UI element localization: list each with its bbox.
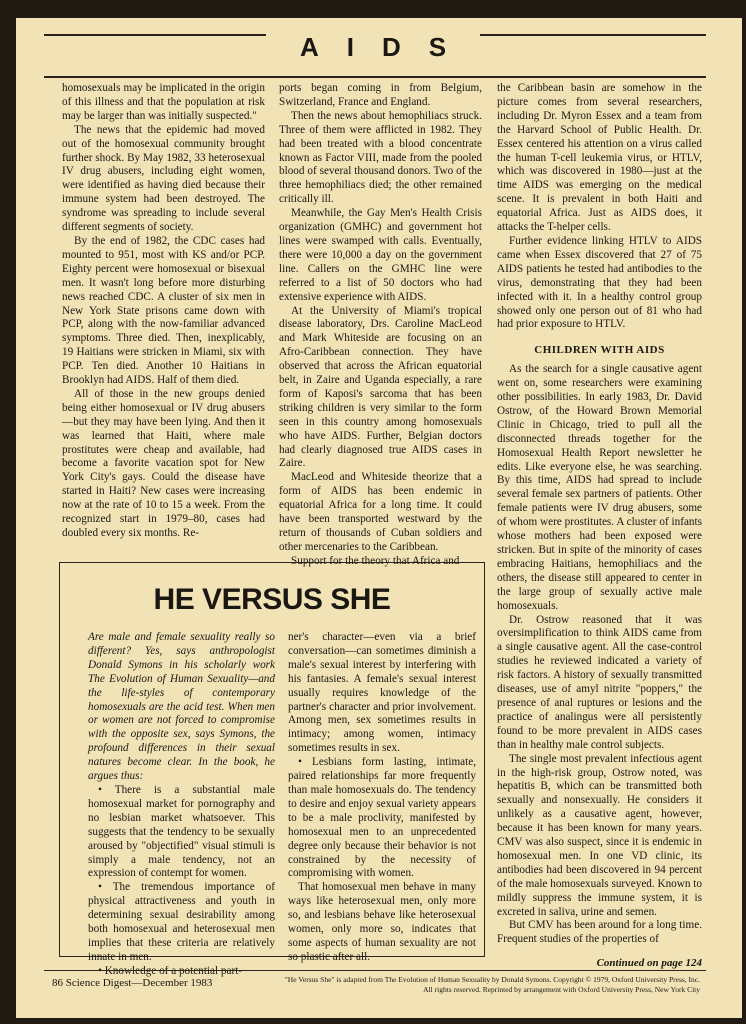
paragraph: The single most prevalent infectious agent in the high-risk group, Ostrow noted, was hepatitis B, which can be transmitted both sexually and nonsexually. He considers it unlikely as a causative agent, however, because it has been known for many years. CMV was also suspect, since it is endemic in homosexual men. In one VD clinic, its antibodies had been discovered in 94 percent of the male homosexuals surveyed. Known to mildly suppress the immune system, it is excreted in saliva, urine and semen. [497, 752, 702, 918]
article-column-2 [279, 82, 482, 569]
paragraph: All of those in the new groups denied being either homosexual or IV drug abusers—but they may have been lying. And then it was learned that Haiti, where male prostitutes were cheap and available, had become a favorite vacation spot for New York City's gays. Could the disease have started in Haiti? New cases were increasing now at the rate of 10 to 15 a week. From the recognized start in 1979–80, cases had doubled every six months. Re- [62, 387, 265, 539]
page-folio: 86 Science Digest—December 1983 [52, 977, 213, 989]
paragraph: MacLeod and Whiteside theorize that a form of AIDS has been endemic in equatorial Africa for a long time. It could have been transported westward by the return of thousands of Cuban soldiers and other mercenaries to the Caribbean. [279, 471, 482, 553]
paragraph: ner's character—even via a brief conversation—can sometimes diminish a male's sexual interest by interfering with his fantasies. A female's sexual interest usually requires knowledge of the partner's character and prior involvement. Among men, sex sometimes results in intimacy; among women, intimacy sometimes results in sex. [288, 631, 476, 755]
paragraph: ports began coming in from Belgium, Switzerland, France and England. [279, 82, 482, 108]
sidebar-title: HE VERSUS SHE [153, 583, 391, 616]
credit-line: "He Versus She" is adapted from The Evolution of Human Sexuality by Donald Symons. Copyright © 1979, Oxford University Press, Inc. All rights reserved. Reprinted by arrangement with Oxford University Press, New York City [284, 975, 700, 994]
header-rule-bottom [44, 76, 706, 78]
paragraph: Support for the theory that Africa and [291, 554, 460, 567]
bullet-item: • Lesbians form lasting, intimate, paired relationships far more frequently than male homosexuals do. The tendency to desire and enjoy sexual variety appears to be a male proclivity, manifested by homosexual men to an unprecedented degree only because their behavior is not constrained by the necessity of compromising with women. [288, 756, 476, 880]
paragraph: That homosexual men behave in many ways like heterosexual men, only more so, and lesbians behave like heterosexual women, only more so, indicates that some aspects of human sexuality are not so plastic after all. [288, 881, 476, 963]
paragraph: At the University of Miami's tropical disease laboratory, Drs. Caroline MacLeod and Mark Whiteside are focusing on an Afro-Caribbean connection. They have observed that across the African equatorial belt, in Zaire and Uganda especially, a rare form of Kaposi's sarcoma that has been striking children is very similar to the form seen in this country among homosexuals who have AIDS. Further, Belgian doctors had clearly diagnosed true AIDS cases in Zaire. [279, 304, 482, 470]
continued-notice: Continued on page 124 [596, 957, 702, 969]
paragraph: homosexuals may be implicated in the origin of this illness and that the population at risk may be larger than was initially suspected." [62, 82, 265, 122]
subheading: CHILDREN WITH AIDS [534, 344, 665, 357]
section-title: AIDS [0, 30, 746, 64]
sidebar-column-2 [288, 631, 476, 965]
paragraph: By the end of 1982, the CDC cases had mounted to 951, most with KS and/or PCP. Eighty percent were homosexual or bisexual men. It wasn't long before more disturbing news reached CDC. A cluster of six men in New York State prisons came down with PCP, along with the now-familiar advanced symptoms. Three died. Then, inexplicably, 19 Haitians were stricken in Miami, six with PCP. Ten died. Another 10 Haitians in Brooklyn had AIDS. Half of them died. [62, 234, 265, 387]
paragraph: Meanwhile, the Gay Men's Health Crisis organization (GMHC) and government hot lines were swamped with calls. Eventually, there were 10,000 a day on the government line. Callers on the GMHC line were referred to a list of 50 doctors who had extensive experience with AIDS. [279, 207, 482, 303]
paragraph: Then the news about hemophiliacs struck. Three of them were afflicted in 1982. They had been treated with a blood concentrate known as Factor VIII, made from the pooled blood of several thousand donors. Two of the three hemophiliacs died; the other remained critically ill. [279, 109, 482, 206]
paragraph: the Caribbean basin are somehow in the picture comes from several researchers, including Dr. Myron Essex and a team from the Harvard School of Public Health. Dr. Essex centered his attention on a virus called the human T-cell leukemia virus, or HTLV, which was discovered in 1980—just at the time AIDS was emerging on the medical scene. It is prevalent in both Haiti and equatorial Africa. Just as AIDS does, it attacks the T-helper cells. [497, 82, 702, 234]
sidebar-column-1 [88, 631, 275, 979]
article-column-3 [497, 82, 702, 947]
article-column-1 [62, 82, 265, 541]
paragraph: Further evidence linking HTLV to AIDS came when Essex discovered that 27 of 75 AIDS patients he tested had antibodies to the virus, demonstrating that they had been infected with it. In a healthy control group showed only one person out of 81 who had had prior exposure to HTLV. [497, 234, 702, 331]
paragraph: The news that the epidemic had moved out of the homosexual community brought further shock. By May 1982, 33 heterosexual IV drug abusers, including eight women, were identified as having died because their immune system had been destroyed. The syndrome was spreading to include several different segments of society. [62, 123, 265, 234]
paragraph: Dr. Ostrow reasoned that it was oversimplification to think AIDS came from a single causative agent. All the case-control studies he reviewed indicated a variety of risk factors. A history of sexually transmitted diseases, use of amyl nitrite "poppers," the presence of anal ruptures or lesions and the practice of analingus were all persistently found to be more prevalent in AIDS cases than in healthy male control subjects. [497, 613, 702, 751]
sidebar-intro: Are male and female sexuality really so different? Yes, says anthropologist Donald Symons in his scholarly work The Evolution of Human Sexuality—and the life-styles of contemporary homosexuals are the acid test. When men or women are not forced to compromise with the opposite sex, says Symons, the profound differences in their sexual natures become clear. In the book, he argues thus: [88, 631, 275, 783]
sidebar-box [59, 562, 485, 963]
paragraph: As the search for a single causative agent went on, some researchers were examining other possibilities. In early 1983, Dr. David Ostrow, of the Howard Brown Memorial Clinic in Chicago, tried to pull all the disconnected threads together for the Homosexual Health Report newsletter he edits. Like everyone else, he was searching. By this time, AIDS had spread to include several female sex partners of patients. Other female patients were IV drug abusers, some of whom were prostitutes. A cluster of infants whose mothers had been exposed were stricken. But in spite of the minority of cases embracing Haitians, hemophiliacs and the others, the disease still appeared to center in the large group of sexually active male homosexuals. [497, 363, 702, 612]
paragraph: But CMV has been around for a long time. Frequent studies of the properties of [497, 919, 702, 946]
bullet-item: • There is a substantial male homosexual market for pornography and no lesbian market whatsoever. This suggests that the tendency to be sexually aroused by "objectified" visual stimuli is simply a male tendency, not an expression of contempt for women. [88, 783, 275, 880]
bullet-item: • The tremendous importance of physical attractiveness and youth in determining sexual desirability among both homosexual and heterosexual men implies that these criteria are relatively innate in men. [88, 881, 275, 963]
footer-rule [44, 970, 706, 971]
